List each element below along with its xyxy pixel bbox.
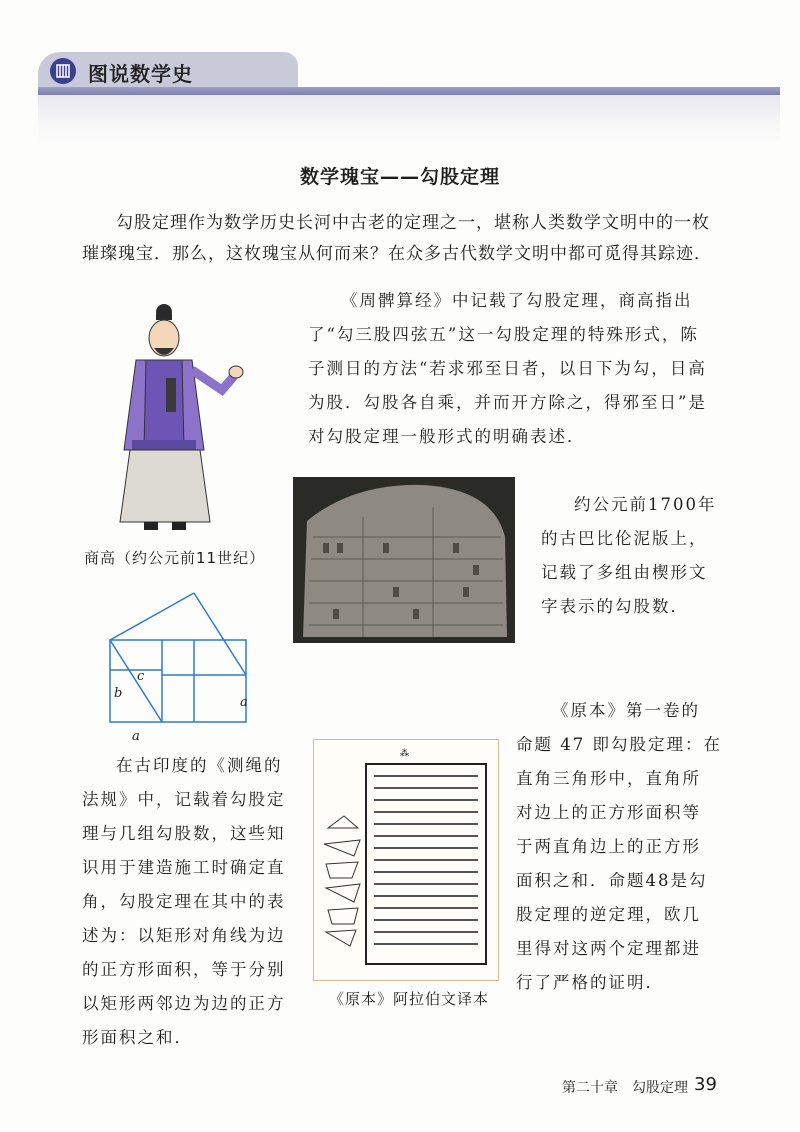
label-b: b bbox=[114, 686, 123, 701]
intro-line: 勾股定理作为数学历史长河中古老的定理之一，堪称人类数学文明中的一枚 bbox=[116, 213, 710, 233]
clay-tablet-photo bbox=[293, 477, 515, 643]
intro-line: 璀璨瑰宝．那么，这枚瑰宝从何而来？在众多古代数学文明中都可觅得其踪迹． bbox=[82, 244, 712, 264]
shanggao-illustration bbox=[112, 300, 252, 535]
euclid-line: 《原本》第一卷的 bbox=[552, 701, 700, 720]
euclid-paragraph bbox=[516, 694, 766, 1000]
book-icon bbox=[50, 58, 76, 84]
euclid-line: 股定理的逆定理，欧几 bbox=[516, 905, 701, 924]
arabic-manuscript-image bbox=[313, 739, 499, 981]
zhoubi-line: 《周髀算经》中记载了勾股定理，商高指出 bbox=[341, 291, 693, 310]
label-c: c bbox=[137, 669, 145, 684]
babylon-line: 字表示的勾股数． bbox=[541, 597, 689, 616]
euclid-line: 对边上的正方形面积等 bbox=[516, 803, 701, 822]
india-paragraph bbox=[82, 749, 312, 1055]
babylon-paragraph bbox=[541, 488, 761, 624]
zhoubi-line: 了“勾三股四弦五”这一勾股定理的特殊形式，陈 bbox=[308, 325, 699, 344]
intro-paragraph bbox=[82, 208, 762, 270]
india-line: 角，勾股定理在其中的表 bbox=[82, 892, 286, 911]
euclid-line: 直角三角形中，直角所 bbox=[516, 769, 701, 788]
pythagorean-diagram bbox=[100, 585, 270, 745]
india-line: 在古印度的《测绳的 bbox=[116, 756, 283, 775]
shanggao-caption: 商高（约公元前11世纪） bbox=[84, 549, 266, 567]
label-a-right: a bbox=[240, 695, 248, 710]
euclid-line: 于两直角边上的正方形 bbox=[516, 837, 701, 856]
babylon-line: 记载了多组由楔形文 bbox=[541, 563, 708, 582]
babylon-line: 约公元前1700年 bbox=[574, 495, 717, 514]
india-line: 理与几组勾股数，这些知 bbox=[82, 824, 286, 843]
euclid-line: 行了严格的证明． bbox=[516, 973, 664, 992]
label-a-bottom: a bbox=[132, 729, 140, 744]
banner-rule bbox=[38, 87, 780, 95]
section-title: 图说数学史 bbox=[88, 62, 193, 86]
euclid-line: 命题 47 即勾股定理：在 bbox=[516, 735, 722, 754]
india-line: 形面积之和． bbox=[82, 1028, 193, 1047]
header-fade bbox=[38, 95, 780, 145]
zhoubi-line: 子测日的方法“若求邪至日者，以日下为勾，日高 bbox=[308, 359, 707, 378]
india-line: 述为：以矩形对角线为边 bbox=[82, 926, 286, 945]
babylon-line: 的古巴比伦泥版上， bbox=[541, 529, 708, 548]
manuscript-caption: 《原本》阿拉伯文译本 bbox=[329, 990, 490, 1008]
euclid-line: 面积之和．命题48是勾 bbox=[516, 871, 708, 890]
india-line: 识用于建造施工时确定直 bbox=[82, 858, 286, 877]
india-line: 以矩形两邻边为边的正方 bbox=[82, 994, 286, 1013]
zhoubi-line: 对勾股定理一般形式的明确表述． bbox=[308, 427, 586, 446]
page-number: 39 bbox=[694, 1074, 717, 1095]
zhoubi-line: 为股．勾股各自乘，并而开方除之，得邪至日”是 bbox=[308, 393, 707, 412]
article-title: 数学瑰宝——勾股定理 bbox=[299, 166, 500, 188]
india-line: 的正方形面积，等于分别 bbox=[82, 960, 286, 979]
india-line: 法规》中，记载着勾股定 bbox=[82, 790, 286, 809]
zhoubi-paragraph bbox=[308, 284, 728, 454]
footer-chapter: 第二十章 勾股定理 bbox=[562, 1080, 688, 1096]
euclid-line: 里得对这两个定理都进 bbox=[516, 939, 701, 958]
manuscript-heading: ⁂ bbox=[400, 749, 409, 759]
